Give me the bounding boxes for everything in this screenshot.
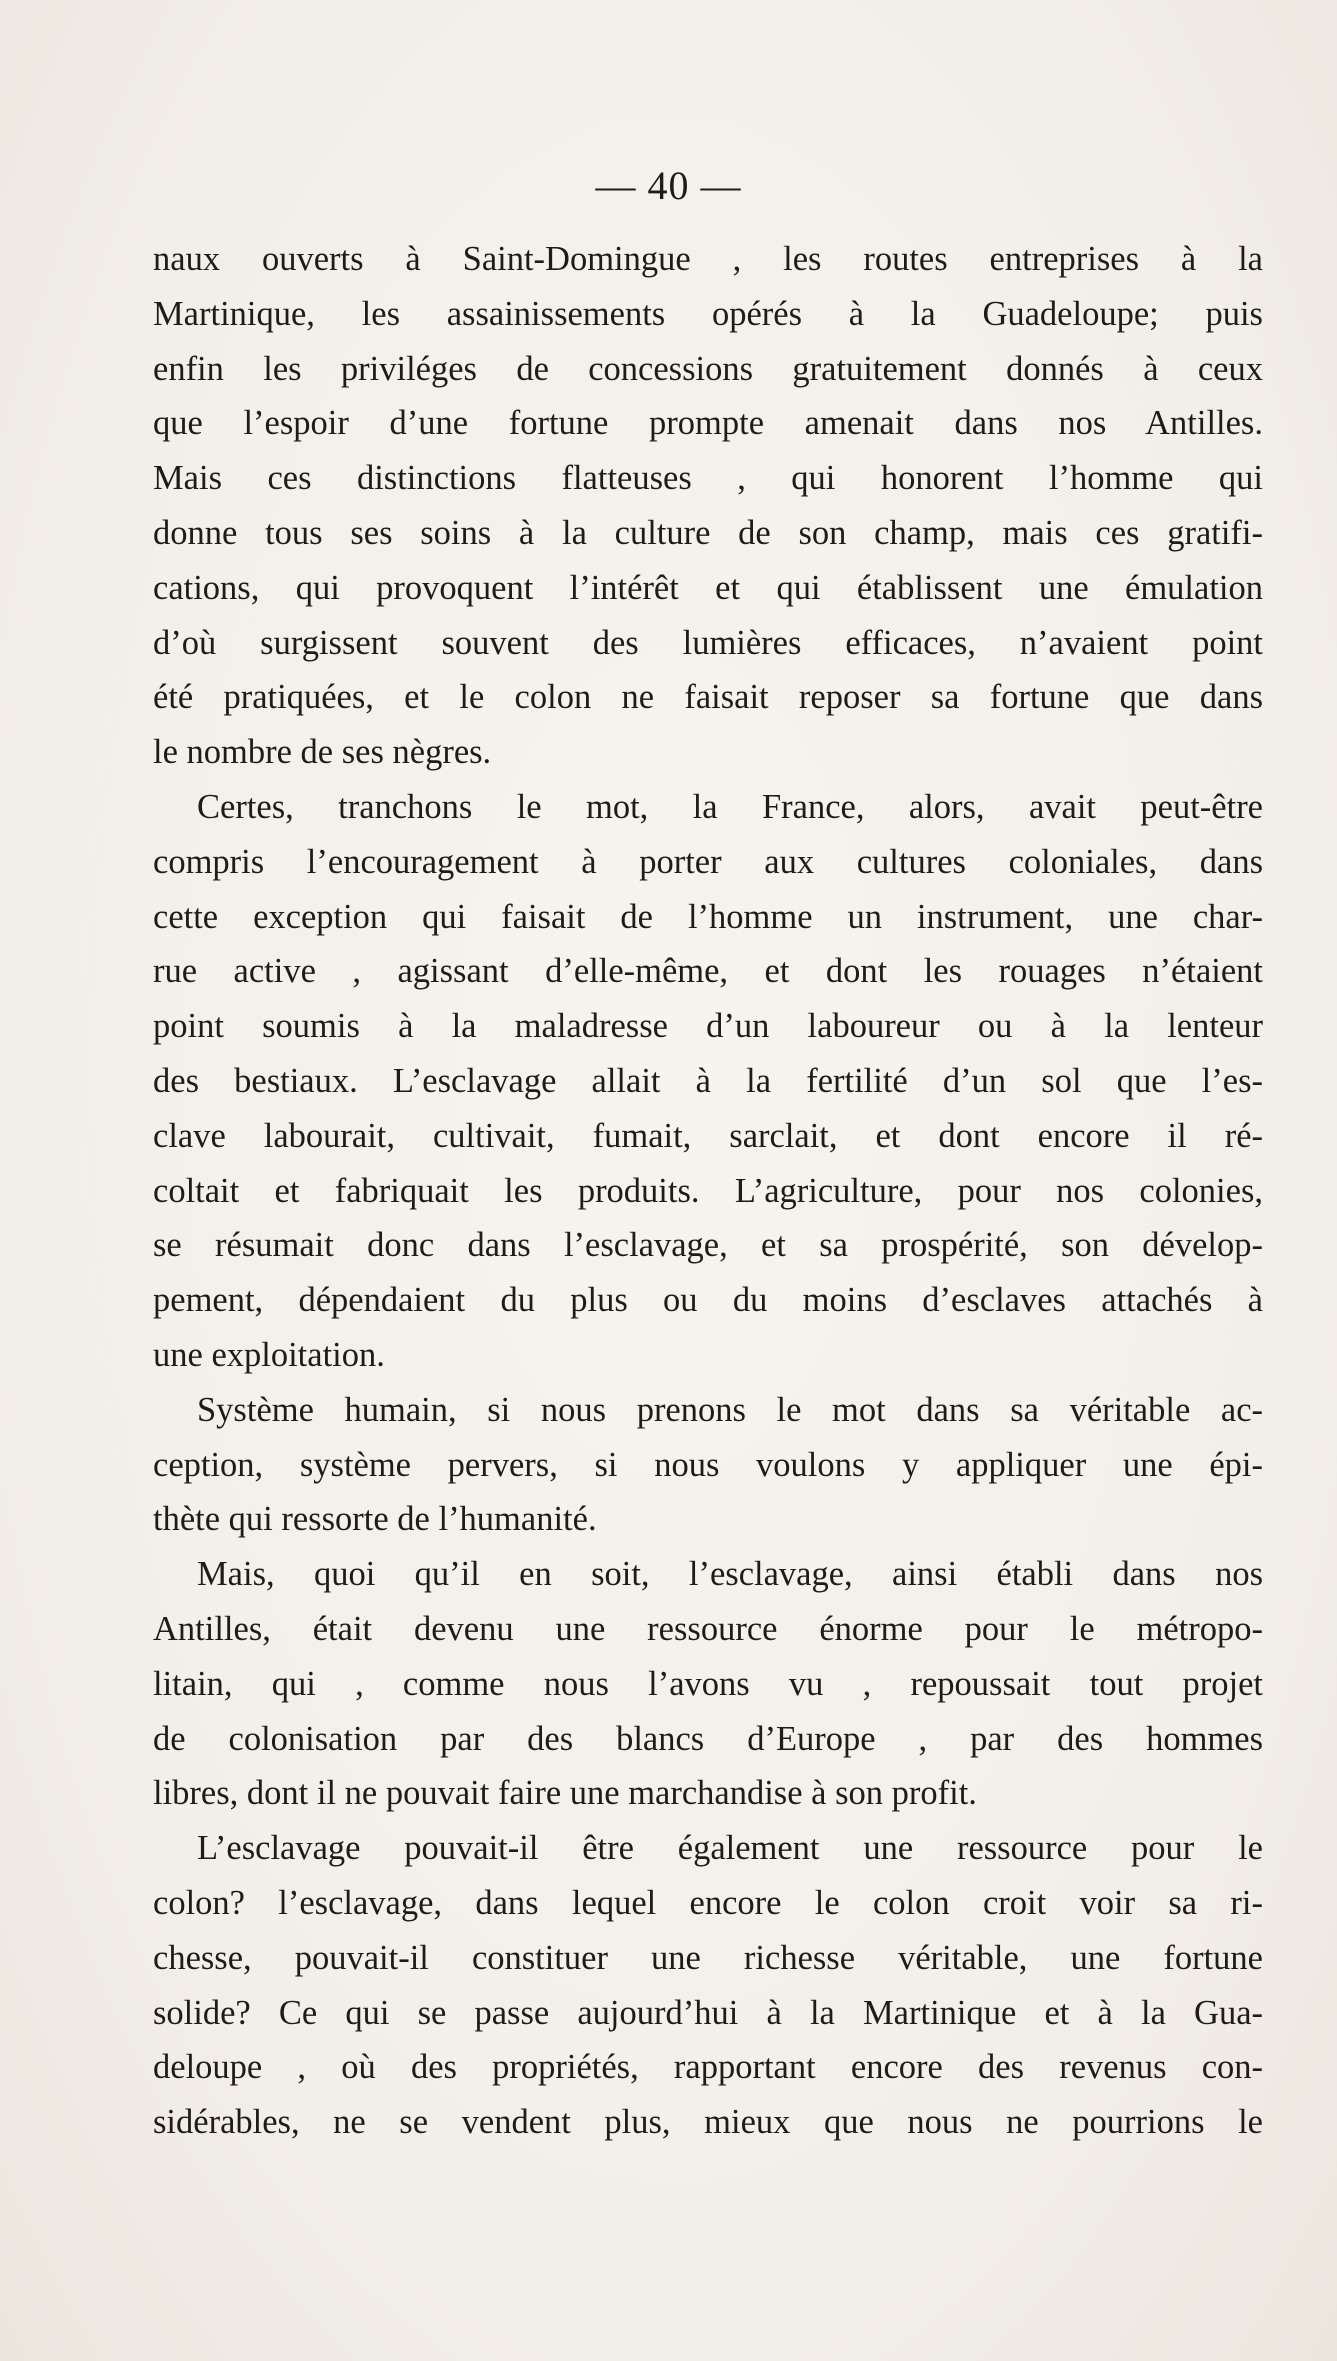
text-line: Mais, quoi qu’il en soit, l’esclavage, ainsi établi dans nos [197, 1555, 1263, 1594]
text-line: enfin les priviléges de concessions gratuitement donnés à ceux [153, 349, 1263, 388]
text-line: Certes, tranchons le mot, la France, alors, avait peut-être [197, 787, 1263, 826]
text-line: de colonisation par des blancs d’Europe , par des hommes [153, 1719, 1263, 1758]
text-line: cations, qui provoquent l’intérêt et qui établissent une émulation [153, 568, 1263, 607]
text-line: chesse, pouvait-il constituer une richesse véritable, une fortune [153, 1938, 1263, 1977]
text-line: litain, qui , comme nous l’avons vu , repoussait tout projet [153, 1664, 1263, 1703]
text-line: colon? l’esclavage, dans lequel encore le colon croit voir sa ri- [153, 1883, 1263, 1922]
text-line: deloupe , où des propriétés, rapportant encore des revenus con- [153, 2048, 1263, 2087]
text-line: donne tous ses soins à la culture de son champ, mais ces gratifi- [153, 513, 1263, 552]
text-line: ception, système pervers, si nous voulons y appliquer une épi- [153, 1445, 1263, 1484]
text-line: Système humain, si nous prenons le mot dans sa véritable ac- [197, 1390, 1263, 1429]
text-line: naux ouverts à Saint-Domingue , les routes entreprises à la [153, 240, 1263, 278]
text-line: cette exception qui faisait de l’homme un instrument, une char- [153, 897, 1263, 936]
text-line: libres, dont il ne pouvait faire une marchandise à son profit. [153, 1774, 977, 1813]
text-line: des bestiaux. L’esclavage allait à la fertilité d’un sol que l’es- [153, 1061, 1263, 1100]
text-line: Mais ces distinctions flatteuses , qui honorent l’homme qui [153, 459, 1263, 498]
text-line: Martinique, les assainissements opérés à la Guadeloupe; puis [153, 294, 1263, 333]
text-line: été pratiquées, et le colon ne faisait reposer sa fortune que dans [153, 678, 1263, 717]
text-line: solide? Ce qui se passe aujourd’hui à la Martinique et à la Gua- [153, 1993, 1263, 2032]
text-line: une exploitation. [153, 1335, 385, 1374]
text-line: L’esclavage pouvait-il être également une ressource pour le [197, 1829, 1263, 1868]
text-line: compris l’encouragement à porter aux cultures coloniales, dans [153, 842, 1263, 881]
body-text [153, 232, 1263, 2150]
text-line: clave labourait, cultivait, fumait, sarclait, et dont encore il ré- [153, 1116, 1263, 1155]
text-line: se résumait donc dans l’esclavage, et sa prospérité, son dévelop- [153, 1226, 1263, 1265]
text-line: d’où surgissent souvent des lumières efficaces, n’avaient point [153, 623, 1263, 662]
text-line: point soumis à la maladresse d’un laboureur ou à la lenteur [153, 1007, 1263, 1046]
text-line: rue active , agissant d’elle-même, et dont les rouages n’étaient [153, 952, 1263, 991]
text-line: pement, dépendaient du plus ou du moins d’esclaves attachés à [153, 1281, 1263, 1320]
text-line: le nombre de ses nègres. [153, 733, 492, 772]
page-number: — 40 — [595, 163, 742, 208]
text-line: coltait et fabriquait les produits. L’agriculture, pour nos colonies, [153, 1171, 1263, 1210]
text-line: thète qui ressorte de l’humanité. [153, 1500, 597, 1539]
text-line: que l’espoir d’une fortune prompte amenait dans nos Antilles. [153, 404, 1263, 443]
text-line: Antilles, était devenu une ressource énorme pour le métropo- [153, 1609, 1263, 1648]
text-line: sidérables, ne se vendent plus, mieux que nous ne pourrions le [153, 2103, 1263, 2142]
